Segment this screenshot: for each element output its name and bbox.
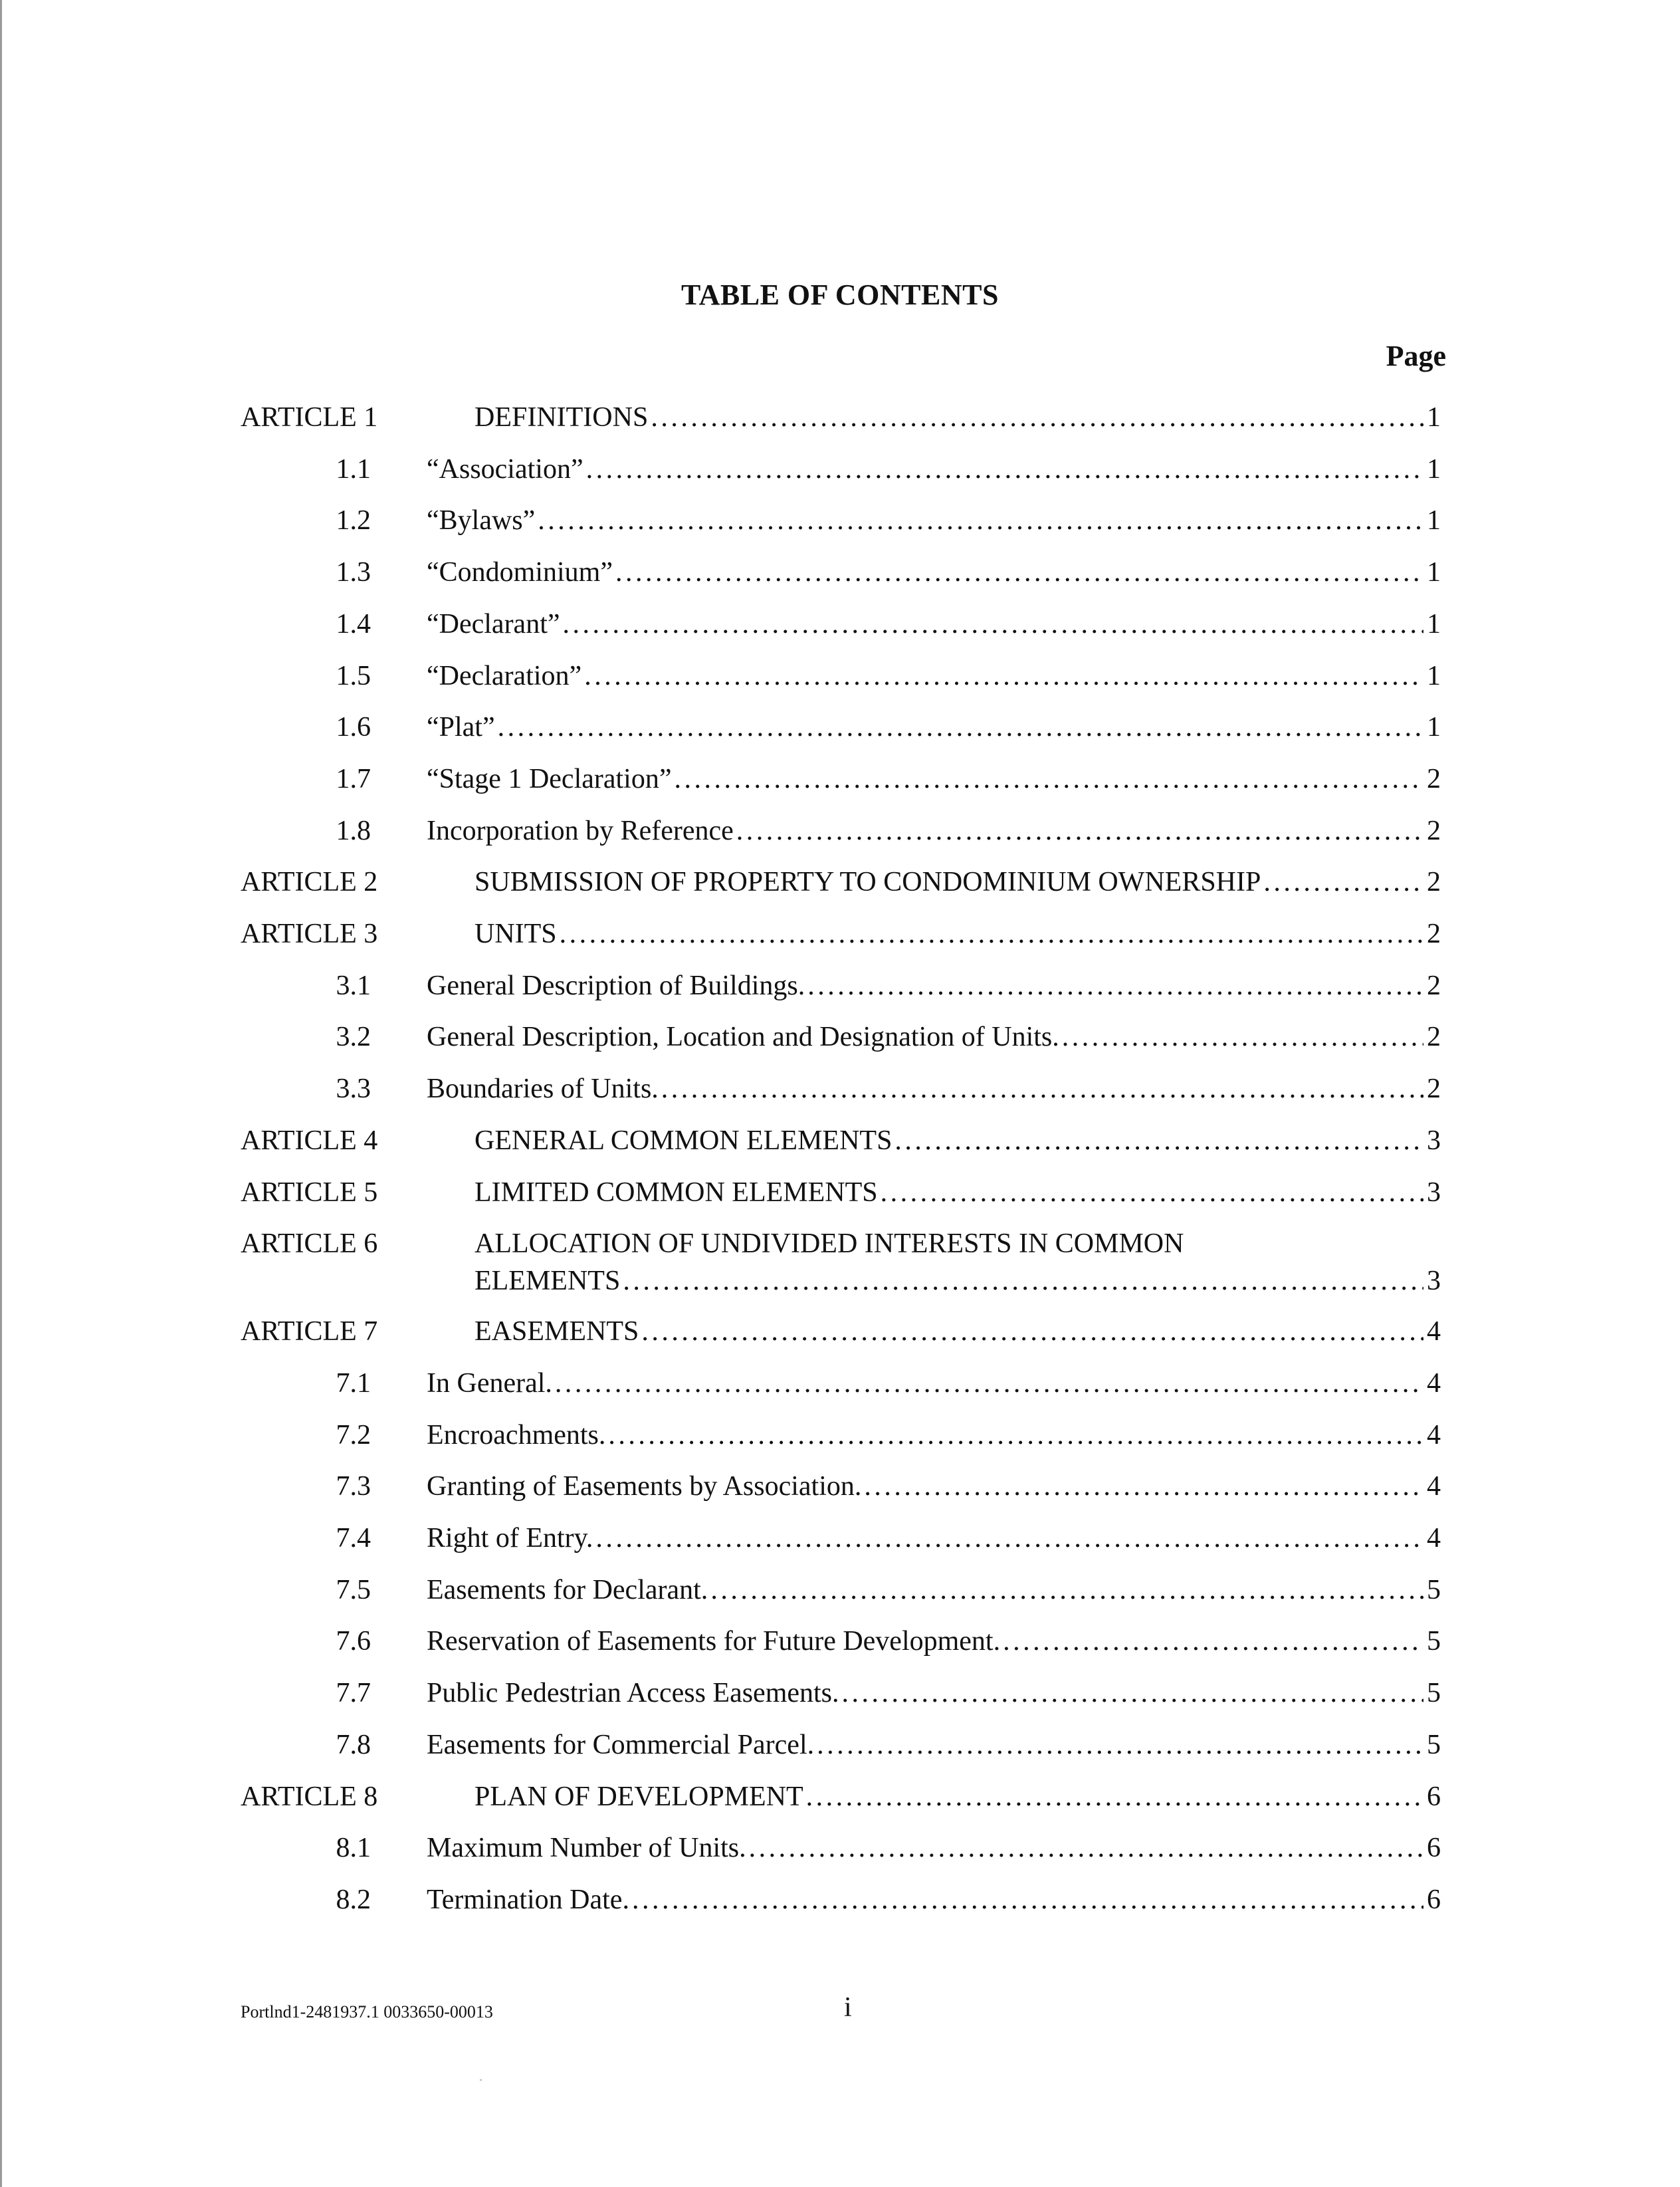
- toc-entry: [427, 1571, 1441, 1609]
- toc-entry: [474, 915, 1441, 953]
- entry-page-number: 4: [1427, 1471, 1441, 1502]
- dot-leader: [864, 1468, 1423, 1505]
- entry-title: Granting of Easements by Association.: [427, 1471, 862, 1502]
- article-number: ARTICLE 2: [241, 867, 378, 898]
- entry-title: SUBMISSION OF PROPERTY TO CONDOMINIUM OWNERSHIP: [474, 867, 1261, 898]
- entry-page-number: 3: [1427, 1125, 1441, 1156]
- toc-section-row: [0, 1520, 1680, 1557]
- page-column-header: Page: [1386, 340, 1446, 372]
- toc-entry: [427, 1417, 1441, 1454]
- toc-article-row: [0, 1778, 1680, 1815]
- entry-title: GENERAL COMMON ELEMENTS: [474, 1125, 892, 1156]
- section-number: 8.1: [336, 1833, 371, 1864]
- entry-title: LIMITED COMMON ELEMENTS: [474, 1177, 878, 1208]
- dot-leader: [1003, 1623, 1423, 1660]
- entry-title: General Description of Buildings.: [427, 970, 805, 1001]
- dot-leader: [749, 1829, 1423, 1867]
- entry-page-number: 2: [1427, 763, 1441, 794]
- entry-page-number: 1: [1427, 608, 1441, 639]
- toc-section-row: [0, 1018, 1680, 1056]
- entry-page-number: 4: [1427, 1367, 1441, 1399]
- entry-page-number: 1: [1427, 402, 1441, 433]
- toc-entry: [474, 863, 1441, 901]
- entry-page-number: 5: [1427, 1678, 1441, 1709]
- entry-page-number: 1: [1427, 712, 1441, 743]
- dot-leader: [608, 1417, 1423, 1454]
- dot-leader: [817, 1726, 1423, 1764]
- entry-title: Boundaries of Units.: [427, 1074, 659, 1105]
- entry-page-number: 4: [1427, 1419, 1441, 1450]
- article-number: ARTICLE 3: [241, 919, 378, 949]
- toc-entry: [427, 554, 1441, 591]
- toc-entry: [474, 1122, 1441, 1159]
- toc-section-row: [0, 554, 1680, 591]
- section-number: 1.6: [336, 712, 371, 743]
- toc-entry: [427, 502, 1441, 539]
- entry-title: DEFINITIONS: [474, 402, 649, 433]
- entry-title: “Declaration”: [427, 660, 582, 691]
- toc-entry: [427, 709, 1441, 746]
- toc-entry: [474, 399, 1441, 436]
- dot-leader: [710, 1571, 1423, 1609]
- section-number: 7.3: [336, 1471, 371, 1502]
- toc-entry: [427, 1881, 1441, 1918]
- dot-leader: [736, 812, 1423, 850]
- toc-section-row: [0, 1571, 1680, 1609]
- toc-section-row: [0, 502, 1680, 539]
- entry-title: UNITS: [474, 919, 557, 949]
- toc-entry: [427, 1726, 1441, 1764]
- toc-entry: [427, 1623, 1441, 1660]
- dot-leader: [615, 554, 1423, 591]
- dot-leader: [807, 967, 1423, 1004]
- section-number: 1.5: [336, 660, 371, 691]
- dot-leader: [881, 1174, 1423, 1211]
- entry-title: Termination Date.: [427, 1884, 629, 1915]
- toc-section-row: [0, 812, 1680, 850]
- toc-article-row: [0, 1313, 1680, 1350]
- entry-page-number: 6: [1427, 1833, 1441, 1864]
- entry-title: In General.: [427, 1367, 552, 1399]
- entry-page-number: 2: [1427, 1022, 1441, 1053]
- entry-title: “Condominium”: [427, 557, 613, 588]
- section-number: 1.3: [336, 557, 371, 588]
- entry-page-number: 2: [1427, 867, 1441, 898]
- dot-leader: [651, 399, 1423, 436]
- entry-title: General Description, Location and Designation of Units.: [427, 1022, 1059, 1053]
- toc-section-row: [0, 760, 1680, 798]
- entry-page-number: 1: [1427, 505, 1441, 536]
- section-number: 8.2: [336, 1884, 371, 1915]
- entry-page-number: 2: [1427, 815, 1441, 846]
- dot-leader: [674, 760, 1423, 798]
- entry-title: Public Pedestrian Access Easements.: [427, 1678, 839, 1709]
- entry-page-number: 2: [1427, 970, 1441, 1001]
- toc-section-row: [0, 1674, 1680, 1712]
- toc-article-row: [0, 1174, 1680, 1211]
- entry-title: Easements for Declarant.: [427, 1574, 708, 1605]
- dot-leader: [623, 1262, 1423, 1300]
- entry-title: PLAN OF DEVELOPMENT: [474, 1781, 803, 1812]
- section-number: 1.7: [336, 763, 371, 794]
- entry-page-number: 1: [1427, 660, 1441, 691]
- section-number: 7.7: [336, 1678, 371, 1709]
- toc-entry: [427, 1070, 1441, 1107]
- dot-leader: [806, 1778, 1423, 1815]
- footer-page-number: i: [844, 1992, 852, 2023]
- entry-page-number: 4: [1427, 1316, 1441, 1347]
- toc-section-row: [0, 657, 1680, 695]
- toc-article-row: [0, 399, 1680, 436]
- toc-article-row: [0, 1122, 1680, 1159]
- toc-section-row: [0, 1829, 1680, 1867]
- entry-title: Maximum Number of Units.: [427, 1833, 746, 1864]
- toc-section-row: [0, 967, 1680, 1004]
- toc-entry: [427, 760, 1441, 798]
- toc-section-row: [0, 1365, 1680, 1402]
- dot-leader: [555, 1365, 1423, 1402]
- toc-entry: [427, 1674, 1441, 1712]
- toc-section-row: [0, 1417, 1680, 1454]
- dot-leader: [584, 657, 1423, 695]
- entry-page-number: 6: [1427, 1884, 1441, 1915]
- article-number: ARTICLE 4: [241, 1125, 378, 1156]
- toc-entry: [427, 1468, 1441, 1505]
- toc-entry: [474, 1313, 1441, 1350]
- article-number: ARTICLE 6: [241, 1228, 378, 1260]
- entry-page-number: 3: [1427, 1177, 1441, 1208]
- entry-title: Reservation of Easements for Future Development.: [427, 1626, 1001, 1657]
- dot-leader: [586, 451, 1423, 488]
- toc-section-row: [0, 1468, 1680, 1505]
- section-number: 7.4: [336, 1523, 371, 1554]
- dot-leader: [1263, 863, 1423, 901]
- entry-page-number: 2: [1427, 1074, 1441, 1105]
- toc-section-row: [0, 1881, 1680, 1918]
- entry-title: “Declarant”: [427, 608, 560, 639]
- entry-page-number: 4: [1427, 1523, 1441, 1554]
- entry-page-number: 5: [1427, 1574, 1441, 1605]
- toc-title: TABLE OF CONTENTS: [681, 279, 999, 311]
- entry-page-number: 5: [1427, 1626, 1441, 1657]
- footer-document-id: Portlnd1-2481937.1 0033650-00013: [241, 2002, 493, 2021]
- entry-page-number: 5: [1427, 1729, 1441, 1760]
- toc-section-row: [0, 1623, 1680, 1660]
- entry-title: “Plat”: [427, 712, 495, 743]
- entry-title: Encroachments.: [427, 1419, 606, 1450]
- section-number: 1.8: [336, 815, 371, 846]
- article-number: ARTICLE 5: [241, 1177, 378, 1208]
- dot-leader: [842, 1674, 1423, 1712]
- entry-title-continued: ELEMENTS: [474, 1266, 621, 1297]
- dot-leader: [538, 502, 1423, 539]
- entry-title: Incorporation by Reference: [427, 815, 734, 846]
- dot-leader: [560, 915, 1423, 953]
- entry-page-number: 3: [1427, 1266, 1441, 1297]
- entry-title: “Bylaws”: [427, 505, 536, 536]
- entry-title: EASEMENTS: [474, 1316, 639, 1347]
- section-number: 7.1: [336, 1367, 371, 1399]
- dot-leader: [661, 1070, 1423, 1107]
- dot-leader: [563, 606, 1423, 643]
- entry-title: Easements for Commercial Parcel.: [427, 1729, 815, 1760]
- section-number: 3.3: [336, 1074, 371, 1105]
- entry-page-number: 6: [1427, 1781, 1441, 1812]
- entry-title: Right of Entry.: [427, 1523, 593, 1554]
- toc-entry: [427, 1829, 1441, 1867]
- dot-leader: [1062, 1018, 1423, 1056]
- entry-title: ALLOCATION OF UNDIVIDED INTERESTS IN COMMON: [474, 1228, 1184, 1260]
- section-number: 7.6: [336, 1626, 371, 1657]
- dot-leader: [498, 709, 1423, 746]
- dot-leader: [595, 1520, 1423, 1557]
- section-number: 1.1: [336, 453, 371, 485]
- toc-entry: [474, 1778, 1441, 1815]
- section-number: 3.2: [336, 1022, 371, 1053]
- article-number: ARTICLE 8: [241, 1781, 378, 1812]
- toc-section-row: [0, 1726, 1680, 1764]
- toc-entry: [427, 657, 1441, 695]
- section-number: 7.5: [336, 1574, 371, 1605]
- toc-article-row: [0, 915, 1680, 953]
- scan-speck: [480, 2079, 482, 2081]
- entry-page-number: 1: [1427, 557, 1441, 588]
- toc-entry: [427, 1018, 1441, 1056]
- section-number: 3.1: [336, 970, 371, 1001]
- toc-entry: [427, 451, 1441, 488]
- dot-leader: [641, 1313, 1423, 1350]
- toc-article-row: [0, 1225, 1680, 1300]
- section-number: 7.8: [336, 1729, 371, 1760]
- entry-page-number: 1: [1427, 453, 1441, 485]
- dot-leader: [894, 1122, 1423, 1159]
- toc-entry: [427, 1520, 1441, 1557]
- toc-entry: [427, 967, 1441, 1004]
- toc-article-row: [0, 863, 1680, 901]
- toc-section-row: [0, 709, 1680, 746]
- toc-entry: [474, 1174, 1441, 1211]
- toc-entry: [427, 1365, 1441, 1402]
- toc-section-row: [0, 1070, 1680, 1107]
- toc-section-row: [0, 606, 1680, 643]
- section-number: 1.4: [336, 608, 371, 639]
- toc-entry: [427, 812, 1441, 850]
- section-number: 1.2: [336, 505, 371, 536]
- toc-entry: [474, 1225, 1441, 1300]
- article-number: ARTICLE 7: [241, 1316, 378, 1347]
- section-number: 7.2: [336, 1419, 371, 1450]
- toc-section-row: [0, 451, 1680, 488]
- toc-entry: [427, 606, 1441, 643]
- dot-leader: [632, 1881, 1423, 1918]
- entry-title: “Association”: [427, 453, 583, 485]
- entry-title: “Stage 1 Declaration”: [427, 763, 672, 794]
- entry-page-number: 2: [1427, 919, 1441, 949]
- article-number: ARTICLE 1: [241, 402, 378, 433]
